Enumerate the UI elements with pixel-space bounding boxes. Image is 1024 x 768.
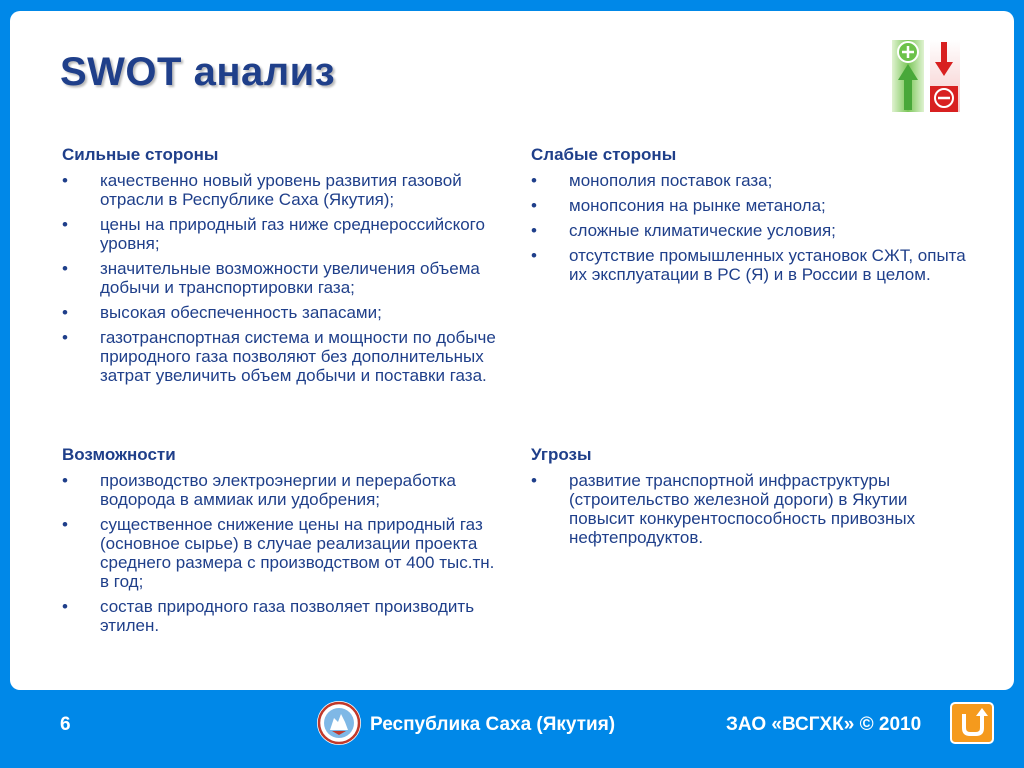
return-arrow-icon[interactable] [950, 702, 994, 744]
plus-minus-icon [890, 40, 970, 112]
strengths-heading: Сильные стороны [62, 145, 219, 164]
threats-heading: Угрозы [531, 445, 592, 464]
strengths-section [62, 145, 502, 391]
list-item: • производство электроэнергии и переработка водорода в аммиак или удобрения; [62, 471, 502, 509]
weaknesses-section [531, 145, 971, 290]
list-item: • монополия поставок газа; [531, 171, 971, 190]
list-item: • монопсония на рынке метанола; [531, 196, 971, 215]
list-item: • сложные климатические условия; [531, 221, 971, 240]
list-item: • значительные возможности увеличения объема добычи и транспортировки газа; [62, 259, 502, 297]
opportunities-heading: Возможности [62, 445, 176, 464]
opportunities-section [62, 445, 502, 641]
weaknesses-heading: Слабые стороны [531, 145, 677, 164]
threats-section [531, 445, 971, 553]
slide-title: SWOT анализ [60, 50, 336, 94]
emblem-icon [316, 700, 362, 746]
list-item: • качественно новый уровень развития газовой отрасли в Республике Саха (Якутия); [62, 171, 502, 209]
list-item: • высокая обеспеченность запасами; [62, 303, 502, 322]
footer-region-text: Республика Саха (Якутия) [370, 714, 616, 735]
list-item: • отсутствие промышленных установок СЖТ, опыта их эксплуатации в РС (Я) и в России в целом. [531, 246, 971, 284]
list-item: • цены на природный газ ниже среднероссийского уровня; [62, 215, 502, 253]
list-item: • газотранспортная система и мощности по добыче природного газа позволяют без дополнительных затрат увеличить объем добычи и поставки газа. [62, 328, 502, 385]
list-item: • развитие транспортной инфраструктуры (строительство железной дороги) в Якутии повысит конкурентоспособность привозных нефтепродуктов. [531, 471, 971, 547]
list-item: • состав природного газа позволяет производить этилен. [62, 597, 502, 635]
footer-copyright: ЗАО «ВСГХК» © 2010 [726, 714, 922, 735]
page-number: 6 [60, 714, 71, 735]
list-item: • существенное снижение цены на природный газ (основное сырье) в случае реализации проекта среднего размера с производством от 400 тыс.тн. в год; [62, 515, 502, 591]
